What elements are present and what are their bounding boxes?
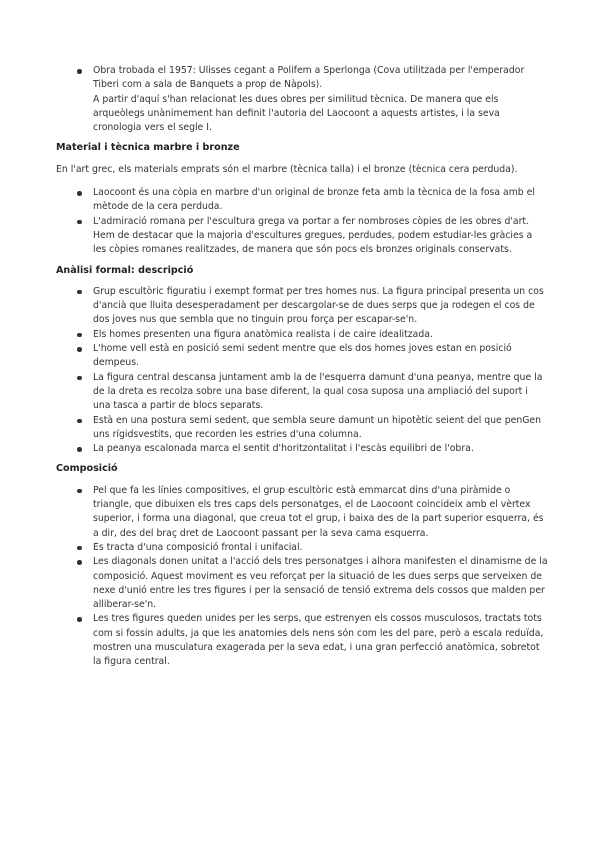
list-item: L'admiració romana per l'escultura grega va portar a fer nombroses còpies de les obres d'art. Hem de destacar que la majoria d'escultures gregues, perdudes, podem estudiar-les gràcies a les còpies romanes realitzades, de manera que són pocs els bronzes originals conservats. [56, 215, 548, 258]
list-item: Està en una postura semi sedent, que sembla seure damunt un hipotètic seient del que penGen uns rígidsvestits, que recorden les estries d'una columna. [56, 414, 548, 443]
list-item: La figura central descansa juntament amb la de l'esquerra damunt d'una peanya, mentre que la de la dreta es recolza sobre una base diferent, la qual cosa suposa una ampliació del suport i una tasca a partir de blocs separats. [56, 371, 548, 414]
list-item: Obra trobada el 1957: Ulisses cegant a Polifem a Sperlonga (Cova utilitzada per l'emperador Tiberi com a sala de Banquets a prop de Nàpols). [56, 64, 548, 93]
list-item: Laocoont és una còpia en marbre d'un original de bronze feta amb la tècnica de la fosa amb el mètode de la cera perduda. [56, 186, 548, 215]
material-paragraph: En l'art grec, els materials emprats són el marbre (tècnica talla) i el bronze (tècnica cera perduda). [56, 163, 518, 175]
section-heading-composicio: Composició [56, 463, 118, 475]
list-item: La peanya escalonada marca el sentit d'horitzontalitat i l'escàs equilibri de l'obra. [56, 442, 548, 456]
intro-continuation: A partir d'aquí s'han relacionat les dues obres per similitud tècnica. De manera que els arqueòlegs unànimement han definit l'autoria del Laocoont a aquests artistes, i la seva cronologia vers el segle I. [93, 93, 500, 134]
document-content [56, 64, 548, 670]
list-item: Les tres figures queden unides per les serps, que estrenyen els cossos musculosos, tractats tots com si fossin adults, ja que les anatomies dels nens són com les del pare, però a escala reduïda, mostren una musculatura exagerada per la seva edat, i una gran perfecció anatòmica, sobretot la figura central. [56, 612, 548, 669]
section-heading-material: Material i tècnica marbre i bronze [56, 142, 240, 154]
intro-list [56, 64, 548, 93]
list-item: Els homes presenten una figura anatòmica realista i de caire idealitzada. [56, 328, 548, 342]
list-item: Pel que fa les línies compositives, el grup escultòric està emmarcat dins d'una piràmide o triangle, que dibuixen els tres caps dels personatges, el de Laocoont coincideix amb el vèrtex superior, i forma una diagonal, que creua tot el grup, i baixa des de la part superior esquerra, és a dir, des del braç dret de Laocoont passant per la seva cama esquerra. [56, 484, 548, 541]
list-item: Es tracta d'una composició frontal i unifacial. [56, 541, 548, 555]
composicio-list [56, 484, 548, 670]
list-item: L'home vell està en posició semi sedent mentre que els dos homes joves estan en posició dempeus. [56, 342, 548, 371]
section-heading-analisi: Anàlisi formal: descripció [56, 264, 194, 276]
material-list [56, 186, 548, 257]
analisi-list [56, 285, 548, 457]
list-item: Les diagonals donen unitat a l'acció dels tres personatges i alhora manifesten el dinamisme de la composició. Aquest moviment es veu reforçat per la situació de les dues serps que serveixen de nexe d'unió entre les tres figures i per la sensació de tensió extrema dels cossos que malden per alliberar-se'n. [56, 555, 548, 612]
list-item: Grup escultòric figuratiu i exempt format per tres homes nus. La figura principal presenta un cos d'ancià que lluita desesperadament per descargolar-se de dues serps que ja rodegen el cos de dos joves nus que sembla que no tinguin prou força per escapar-se'n. [56, 285, 548, 328]
